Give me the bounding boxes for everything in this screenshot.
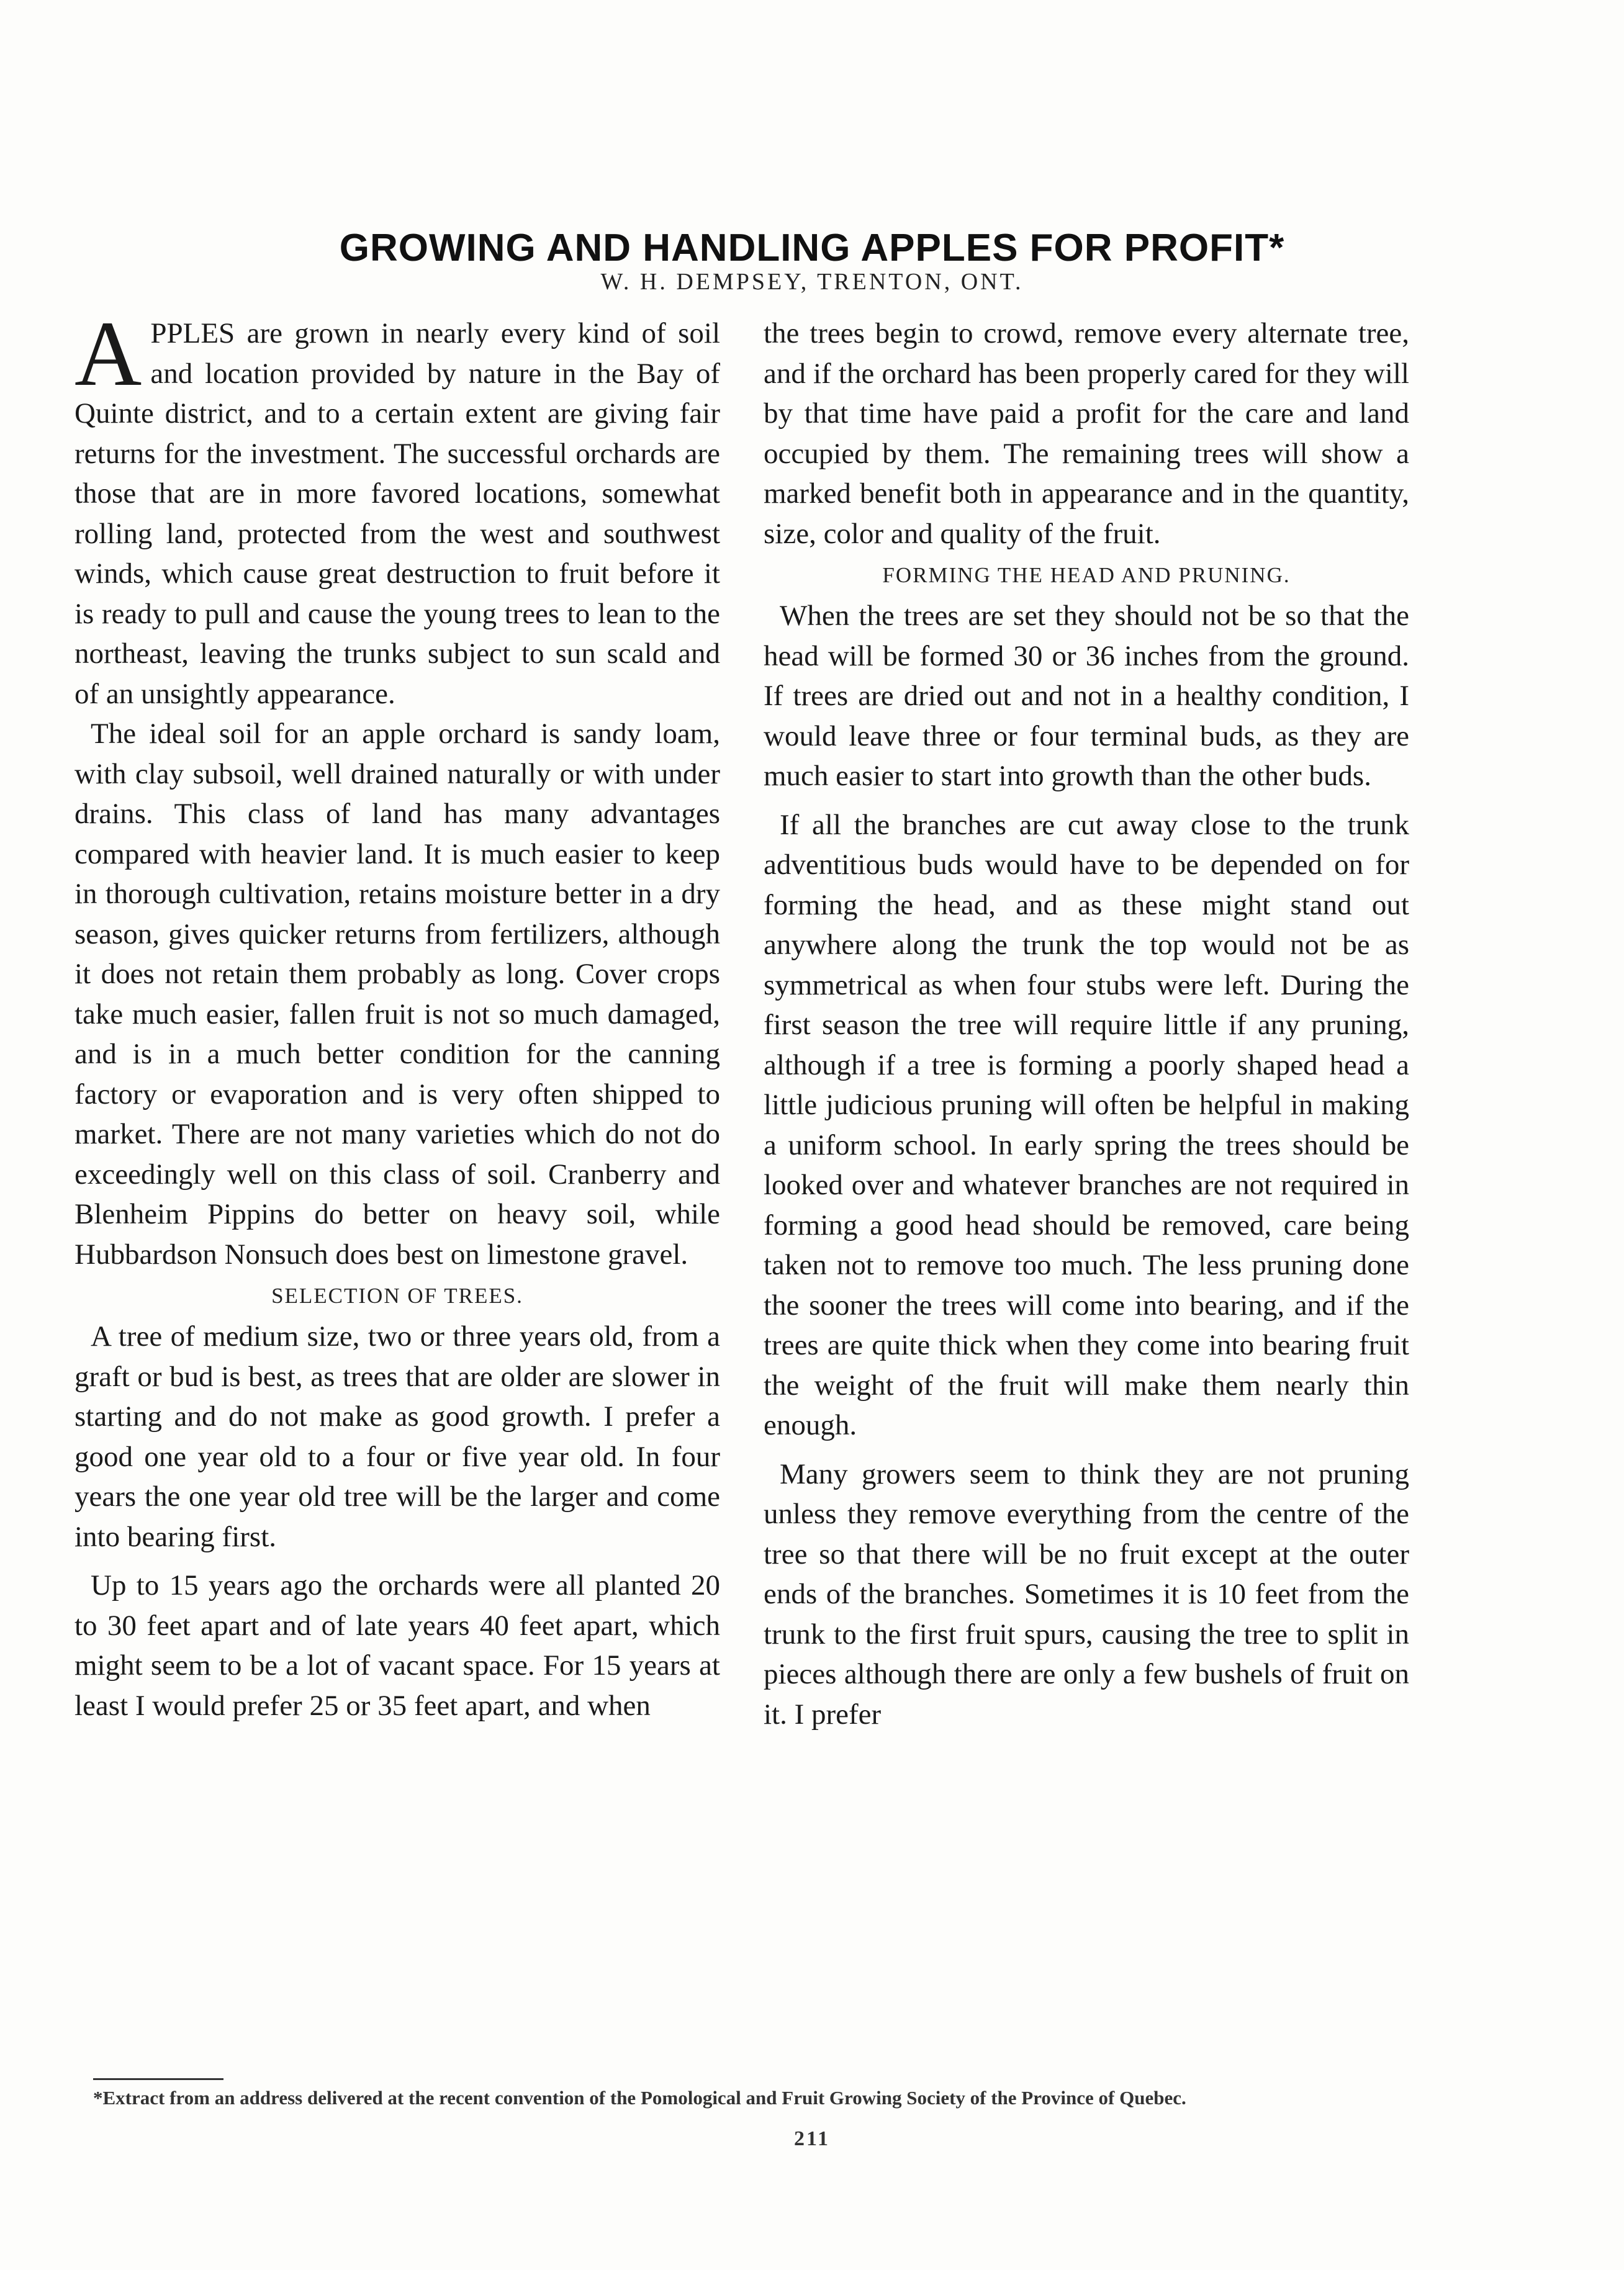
left-column bbox=[74, 302, 720, 1726]
article-title: GROWING AND HANDLING APPLES FOR PROFIT* bbox=[339, 226, 1285, 269]
section-heading-selection-of-trees: SELECTION OF TREES. bbox=[271, 1284, 523, 1308]
paragraph-soil: The ideal soil for an apple orchard is sandy loam, with clay subsoil, well drained naturally or with under drains. This class of land has many advantages compared with heavier land. It is much easier to keep in thorough cultivation, retains moisture better in a dry season, gives quicker returns from fertilizers, although it does not retain them probably as long. Cover crops take much easier, fallen fruit is not so much damaged, and is in a much better condition for the canning factory or evaporation and is very often shipped to market. There are not many varieties which do not do exceedingly well on this class of soil. Cranberry and Blenheim Pippins do better on heavy soil, while Hubbardson Nonsuch does best on limestone gravel. bbox=[74, 718, 720, 1271]
paragraph-tree-selection: A tree of medium size, two or three years old, from a graft or bud is best, as trees that are older are slower in starting and do not make as good growth. I prefer a good one year old to a four or five year old. In four years the one year old tree will be the larger and come into bearing first. bbox=[74, 1320, 720, 1553]
paragraph-branches: If all the branches are cut away close to the trunk adventitious buds would have to be depended on for forming the head, and as these might stand out anywhere along the trunk the top would not be as symmetrical as when four stubs were left. During the first season the tree will require little if any pruning, although if a tree is forming a poorly shaped head a little judicious pruning will often be helpful in making a uniform school. In early spring the trees should be looked over and whatever branches are not required in forming a good head should be removed, care being taken not to remove too much. The less pruning done the sooner the trees will come into bearing, and if the trees are quite thick when they come into bearing fruit the weight of the fruit will make them nearly thin enough. bbox=[764, 808, 1409, 1441]
paragraph-intro-text: PPLES are grown in nearly every kind of soil and location provided by nature in the Bay of Quinte district, and to a certain extent are giving fair returns for the investment. The successful orchards are those that are in more favored locations, somewhat rolling land, protected from the west and southwest winds, which cause great destruction to fruit before it is ready to pull and cause the young trees to lean to the northeast, leaving the trunks subject to sun scald and of an unsightly appearance. bbox=[74, 317, 720, 710]
paragraph-setting-trees: When the trees are set they should not be so that the head will be formed 30 or 36 inches from the ground. If trees are dried out and not in a healthy condition, I would leave three or four terminal buds, as they are much easier to start into growth than the other buds. bbox=[764, 600, 1409, 792]
paragraph-spacing: Up to 15 years ago the orchards were all planted 20 to 30 feet apart and of late years 40 feet apart, which might seem to be a lot of vacant space. For 15 years at least I would prefer 25 or 35 feet apart, and when bbox=[74, 1569, 720, 1722]
footnote: *Extract from an address delivered at the recent convention of the Pomological and Fruit Growing Society of the Province of Quebec. bbox=[93, 2087, 1186, 2109]
right-column bbox=[764, 313, 1409, 1734]
drop-cap: A bbox=[74, 302, 142, 405]
footnote-divider bbox=[93, 2078, 223, 2080]
page-number: 211 bbox=[793, 2127, 831, 2150]
paragraph-intro bbox=[74, 302, 720, 714]
article-byline: W. H. DEMPSEY, TRENTON, ONT. bbox=[600, 269, 1024, 295]
paragraph-pruning-growers: Many growers seem to think they are not pruning unless they remove everything from the centre of the tree so that there will be no fruit except at the outer ends of the branches. Sometimes it is 10 feet from the trunk to the first fruit spurs, causing the tree to split in pieces although there are only a few bushels of fruit on it. I prefer bbox=[764, 1457, 1409, 1731]
paragraph-thinning: the trees begin to crowd, remove every alternate tree, and if the orchard has been properly cared for they will by that time have paid a profit for the care and land occupied by them. The remaining trees will show a marked benefit both in appearance and in the quantity, size, color and quality of the fruit. bbox=[764, 317, 1409, 550]
section-heading-forming-head-pruning: FORMING THE HEAD AND PRUNING. bbox=[882, 563, 1291, 587]
